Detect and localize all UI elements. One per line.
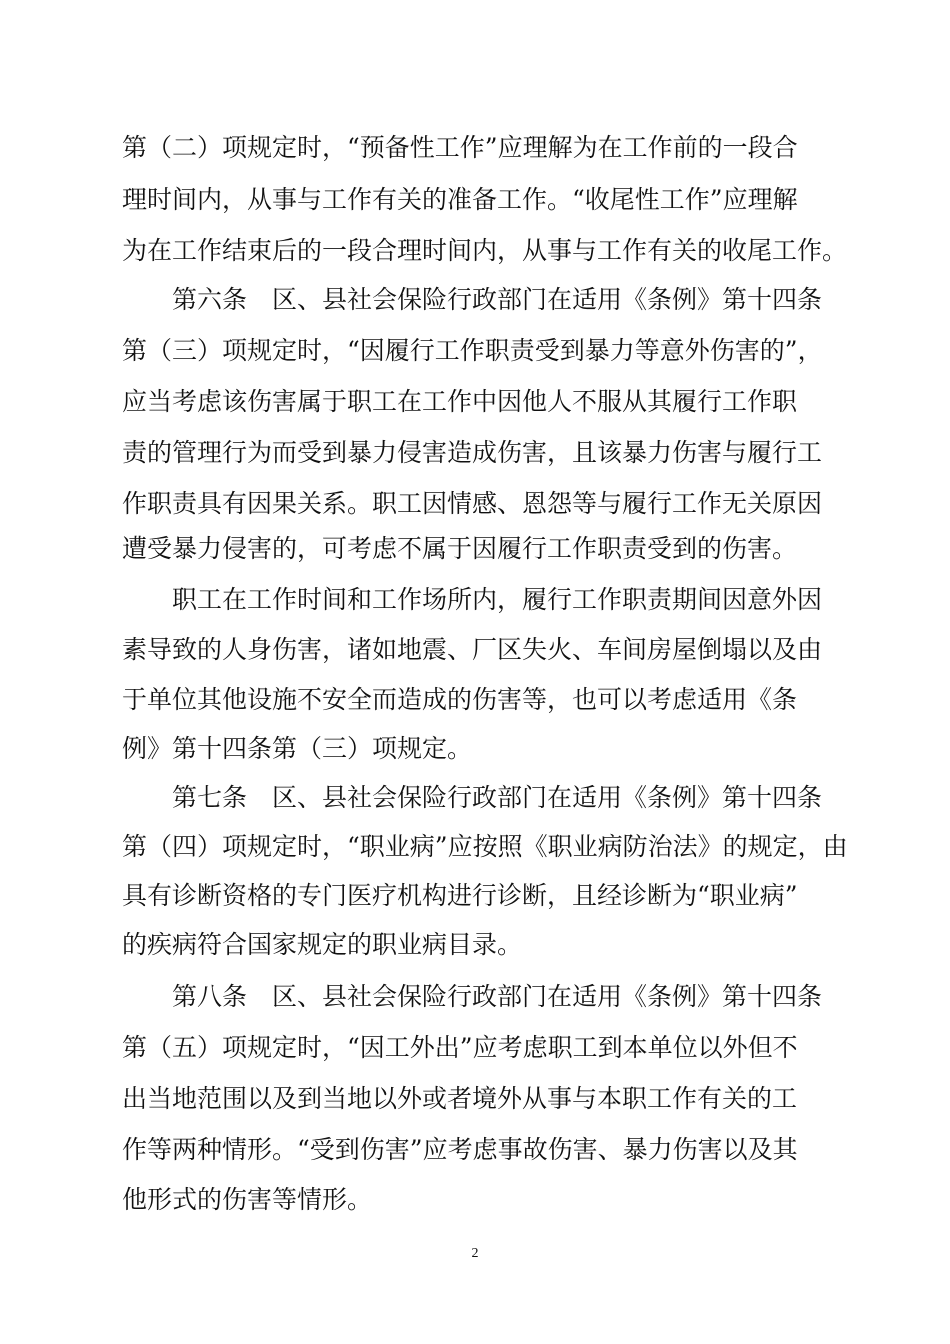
text-line: 出当地范围以及到当地以外或者境外从事与本职工作有关的工 [122, 1084, 798, 1113]
text-line: 责的管理行为而受到暴力侵害造成伤害，且该暴力伤害与履行工 [122, 438, 823, 467]
text-line: 具有诊断资格的专门医疗机构进行诊断，且经诊断为“职业病” [122, 881, 798, 910]
text-line: 应当考虑该伤害属于职工在工作中因他人不服从其履行工作职 [122, 387, 798, 416]
text-line: 例》第十四条第（三）项规定。 [122, 734, 473, 763]
text-line: 作职责具有因果关系。职工因情感、恩怨等与履行工作无关原因 [122, 489, 823, 518]
paragraph-start-line: 职工在工作时间和工作场所内，履行工作职责期间因意外因 [172, 585, 823, 614]
text-line: 他形式的伤害等情形。 [122, 1185, 373, 1214]
text-line: 遭受暴力侵害的，可考虑不属于因履行工作职责受到的伤害。 [122, 534, 798, 563]
article-6-heading-line: 第六条 区、县社会保险行政部门在适用《条例》第十四条 [172, 285, 823, 314]
text-line: 第（二）项规定时，“预备性工作”应理解为在工作前的一段合 [122, 133, 798, 162]
text-line: 的疾病符合国家规定的职业病目录。 [122, 930, 523, 959]
text-line: 作等两种情形。“受到伤害”应考虑事故伤害、暴力伤害以及其 [122, 1135, 798, 1164]
text-line: 第（三）项规定时，“因履行工作职责受到暴力等意外伤害的”， [122, 336, 823, 365]
article-8-heading-line: 第八条 区、县社会保险行政部门在适用《条例》第十四条 [172, 982, 823, 1011]
text-line: 于单位其他设施不安全而造成的伤害等，也可以考虑适用《条 [122, 685, 798, 714]
page-number: 2 [471, 1246, 479, 1261]
text-line: 素导致的人身伤害，诸如地震、厂区失火、车间房屋倒塌以及由 [122, 635, 823, 664]
text-line: 第（四）项规定时，“职业病”应按照《职业病防治法》的规定，由 [122, 832, 848, 861]
article-7-heading-line: 第七条 区、县社会保险行政部门在适用《条例》第十四条 [172, 783, 823, 812]
text-line: 第（五）项规定时，“因工外出”应考虑职工到本单位以外但不 [122, 1033, 798, 1062]
text-line: 为在工作结束后的一段合理时间内，从事与工作有关的收尾工作。 [122, 236, 848, 265]
text-line: 理时间内，从事与工作有关的准备工作。“收尾性工作”应理解 [122, 185, 798, 214]
